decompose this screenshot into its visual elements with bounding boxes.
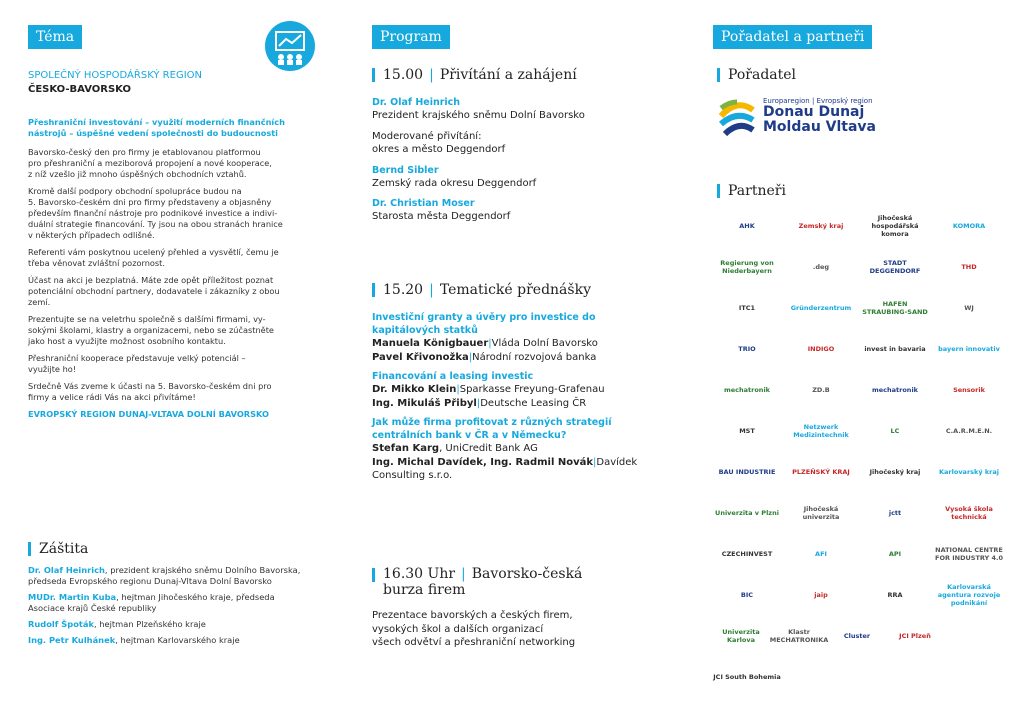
patron-entry xyxy=(28,592,328,614)
partner-logo: AFI xyxy=(815,550,827,558)
session-talks-body: Investiční granty a úvěry pro investice do kapitálových statků Manuela Königbauer|Vláda Dolní Bavorsko Pavel Křivonožka|Národní rozvojová banka Financování a leasing investic Dr. Mikko Klein|Sparkasse Freyung-Grafenau Ing. Mikuláš Přibyl|Deutsche Leasing ČR Jak může firma profitovat z různých strategií centrálních bank v ČR a v Německu? Stefan Karg, UniCredit Bank AG Ing. Michal Davídek, Ing. Radmil Novák|Davídek Consulting s.r.o. xyxy=(372,312,638,481)
patron-role-cont: Asociace krajů České republiky xyxy=(28,603,157,613)
session-fair-title: 16.30 Uhr | Bavorsko-česká burza firem xyxy=(372,566,582,598)
session-welcome-body: Dr. Olaf Heinrich Prezident krajského sněmu Dolní Bavorsko Moderované přivítání: okres a město Deggendorf Bernd Sibler Zemský rada okresu Deggendorf Dr. Christian Moser Starosta města Deggendorf xyxy=(372,97,585,222)
partner-logo: mechatronik xyxy=(723,386,770,394)
session-welcome-title: 15.00 | Přivítání a zahájení xyxy=(372,67,577,83)
paragraph xyxy=(28,381,328,403)
patronage-title: Záštita xyxy=(28,541,88,557)
partner-logo: Sensorik xyxy=(953,386,985,394)
patron-role: , hejtman Karlovarského kraje xyxy=(115,635,240,645)
accent-bar xyxy=(28,542,31,556)
partner-logo: bayern innovativ xyxy=(938,345,1000,353)
partner-logo: Univerzita Karlova xyxy=(722,628,760,644)
text-line: 5. Bavorsko-českém dni pro firmy představeny a objasněny xyxy=(28,197,272,207)
tab-tema: Téma xyxy=(28,25,82,49)
text-line: v některých případech odlišné. xyxy=(28,230,155,240)
partner-logo: C.A.R.M.E.N. xyxy=(945,427,993,435)
paragraph xyxy=(28,353,328,375)
patron-name: Rudolf Špoták xyxy=(28,619,94,629)
text-line: sokými školami, klastry a organizacemi, nebo se zúčastněte xyxy=(28,325,274,335)
patron-entry xyxy=(28,565,328,587)
partner-logo: THD xyxy=(961,263,977,271)
patronage-list xyxy=(28,565,328,651)
partner-logo: Karlovarský kraj xyxy=(939,468,999,476)
text-line: především finanční nástroje pro podnikové investice a indivi- xyxy=(28,208,278,218)
partner-logo: Gründerzentrum xyxy=(790,304,852,312)
partner-logo: BIC xyxy=(740,591,754,599)
paragraph xyxy=(28,314,328,347)
paragraph xyxy=(28,275,328,308)
text-line: Srdečně Vás zveme k účasti na 5. Bavorsko-českém dni pro xyxy=(28,381,272,391)
text-line: duální strategie financování. Ty jsou na obou stranách hranice xyxy=(28,219,283,229)
partner-logo: API xyxy=(888,550,902,558)
patron-role: , prezident krajského sněmu Dolního Bavorska, xyxy=(104,565,301,575)
text-line: Prezentujte se na veletrhu společně s dalšími firmami, vy- xyxy=(28,314,266,324)
partner-logo: ITC1 xyxy=(738,304,756,312)
partner-logos xyxy=(713,210,1004,681)
paragraph xyxy=(28,147,328,180)
paragraph xyxy=(28,247,328,269)
partner-logo: INDIGO xyxy=(807,345,835,353)
text-line: pro přeshraniční a meziborová propojení a nové kooperace, xyxy=(28,158,272,168)
text-line: zemí. xyxy=(28,297,51,307)
partner-logo: invest in bavaria xyxy=(864,345,926,353)
partner-logo: Karlovarská agentura rozvoje podnikání xyxy=(937,583,1001,607)
euroregion-logo: Europaregion | Evropský region Donau Dunaj Moldau Vltava xyxy=(717,96,876,136)
patron-role-cont: předseda Evropského regionu Dunaj-Vltava Dolní Bavorsko xyxy=(28,576,272,586)
session-fair-body: Prezentace bavorských a českých firem, vysokých škol a dalších organizací všech odvětví a přeshraniční networking xyxy=(372,610,576,648)
text-line: Bavorsko-český den pro firmy je etablovanou platformou xyxy=(28,147,261,157)
presentation-icon xyxy=(264,20,316,72)
partner-logo: .deg xyxy=(812,263,830,271)
partners-title: Partneři xyxy=(717,183,786,199)
partner-logo: Cluster xyxy=(843,632,871,640)
partner-logo: CZECHINVEST xyxy=(721,550,773,558)
text-line: jako host a využijte možnost osobního kontaktu. xyxy=(28,336,226,346)
patron-entry xyxy=(28,635,328,646)
text-line: Referenti vám poskytnou ucelený přehled a vysvětlí, čemu je xyxy=(28,247,279,257)
patron-entry xyxy=(28,619,328,630)
patron-name: MUDr. Martin Kuba xyxy=(28,592,117,602)
partner-logo: MST xyxy=(739,427,755,435)
partner-logo: jaip xyxy=(814,591,828,599)
partner-logo: Jihočeský kraj xyxy=(869,468,921,476)
partner-logo: KOMORA xyxy=(952,222,986,230)
patron-name: Dr. Olaf Heinrich xyxy=(28,565,105,575)
patron-role: , hejtman Jihočeského kraje, předseda xyxy=(116,592,275,602)
partner-logo: JCI Plzeň xyxy=(899,632,931,640)
partner-logo: Vysoká škola technická xyxy=(945,505,993,521)
partner-logo: Univerzita v Plzni xyxy=(715,509,779,517)
text-line: využijte ho! xyxy=(28,364,77,374)
patron-role: , hejtman Plzeňského kraje xyxy=(93,619,206,629)
partner-logo: WJ xyxy=(964,304,974,312)
tab-program: Program xyxy=(372,25,450,49)
partner-logo: mechatronik xyxy=(871,386,918,394)
partner-logo: HAFEN STRAUBING-SAND xyxy=(862,300,928,316)
partner-logo: TRIO xyxy=(738,345,756,353)
session-talks-title: 15.20 | Tematické přednášky xyxy=(372,282,591,298)
partner-logo: PLZEŇSKÝ KRAJ xyxy=(792,468,850,476)
organizer-title: Pořadatel xyxy=(717,67,796,83)
partner-logo: Klastr MECHATRONIKA xyxy=(769,628,829,644)
partner-logo: Jihočeská hospodářská komora xyxy=(871,214,919,238)
region-title: SPOLEČNÝ HOSPODÁŘSKÝ REGION ČESKO-BAVORSKO xyxy=(28,70,202,95)
partner-logo: Regierung von Niederbayern xyxy=(720,259,774,275)
partner-logo: JCI South Bohemia xyxy=(713,673,781,681)
partner-logo: jctt xyxy=(888,509,902,517)
partner-logo: STADT DEGGENDORF xyxy=(869,259,921,275)
partner-logo: AHK xyxy=(739,222,755,230)
partner-logo: NATIONAL CENTRE FOR INDUSTRY 4.0 xyxy=(935,546,1004,562)
paragraph xyxy=(28,186,328,241)
text-line: z níž vzešlo již mnoho úspěšných obchodních vztahů. xyxy=(28,169,247,179)
tab-partners: Pořadatel a partneři xyxy=(713,25,872,49)
text-line: třeba věnovat zvláštní pozornost. xyxy=(28,258,165,268)
closing-line: EVROPSKÝ REGION DUNAJ-VLTAVA DOLNÍ BAVORSKO xyxy=(28,409,269,419)
paragraphs xyxy=(28,147,328,403)
patron-name: Ing. Petr Kulhánek xyxy=(28,635,116,645)
partner-logo: Jihočeská univerzita xyxy=(802,505,840,521)
euroregion-swirl-icon xyxy=(717,96,757,136)
intro-text: Přeshraniční investování – využití moderních finančních nástrojů – úspěšné vedení společnosti do budoucnosti Bavorsko-český den pro firmy je etablovanou platformou pro přeshraniční a meziborová propojení a nové kooperace, z níž vzešlo již mnoho úspěšných obchodních vztahů. Kromě další podpory obchodní spolupráce budou na 5. Bavorsko-českém dni pro firmy představeny a objasněny především finanční nástroje pro podnikové investice a indivi- duální strategie financování. Ty jsou na obou stranách hranice v některých případech odlišné. Referenti vám poskytnou ucelený přehled a vysvětlí, čemu je třeba věnovat zvláštní pozornost. Účast na akci je bezplatná. Máte zde opět příležitost poznat potenciální obchodní partnery, dodavatele i zákazníky z obou zemí. Prezentujte se na veletrhu společně s dalšími firmami, vy- sokými školami, klastry a organizacemi, nebo se zúčastněte jako host a využijte možnost osobního kontaktu. Přeshraniční kooperace představuje velký potenciál – využijte ho! Srdečně Vás zveme k účasti na 5. Bavorsko-českém dni pro firmy a velice rádi Vás na akci přivítáme! EVROPSKÝ REGION DUNAJ-VLTAVA DOLNÍ BAVORSKO xyxy=(28,117,328,420)
text-line: firmy a velice rádi Vás na akci přivítáme! xyxy=(28,392,196,402)
partner-logo: Netzwerk Medizintechnik xyxy=(793,423,849,439)
partner-logo: ZD.B xyxy=(812,386,830,394)
partner-logo: Zemský kraj xyxy=(798,222,844,230)
text-line: Kromě další podpory obchodní spolupráce budou na xyxy=(28,186,242,196)
partner-logo: BAU INDUSTRIE xyxy=(718,468,776,476)
partner-logo: LC xyxy=(890,427,900,435)
text-line: Účast na akci je bezplatná. Máte zde opět příležitost poznat xyxy=(28,275,274,285)
text-line: Přeshraniční kooperace představuje velký potenciál – xyxy=(28,353,246,363)
text-line: potenciální obchodní partnery, dodavatele i zákazníky z obou xyxy=(28,286,280,296)
partner-logo: RRA xyxy=(887,591,903,599)
